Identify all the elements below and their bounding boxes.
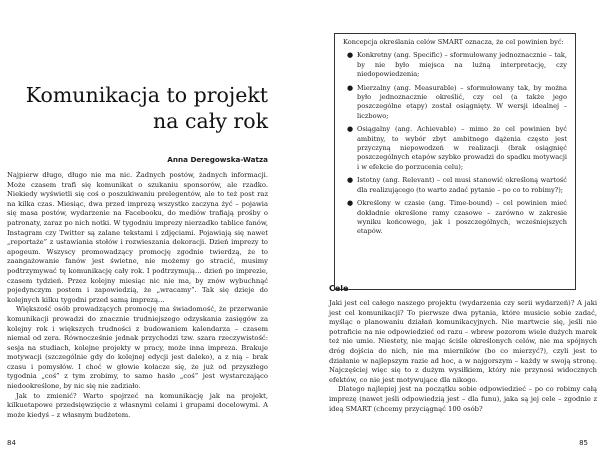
list-item: [343, 199, 567, 236]
list-item-text: Osiągalny (ang. Achievable) – mimo że cel powinien być ambitny, to wybór zbyt ambitnego dążenia często jest przyczyną niepowodzeń w realizacji (brak osiągnięć poszczególnych etapów szybko prowadzi do spadku motywacji i w efekcie do porzucenia celu);: [357, 125, 567, 171]
bullet-icon: ●: [347, 125, 354, 134]
list-item-text: Konkretny (ang. Specific) – sformułowany jednoznacznie – tak, by nie było miejsca na luźną interpretację, czy niedopowiedzenia;: [357, 51, 567, 78]
page-number: 85: [579, 439, 588, 447]
right-body-text: [329, 299, 597, 414]
author-name: Anna Deregowska-Watza: [167, 155, 268, 164]
body-paragraph: Jaki jest cel całego naszego projektu (wydarzenia czy serii wydarzeń)? A jaki jest cel komunikacji? To pierwsze dwa pytania, które musicie sobie zadać, myśląc o planowaniu działań komunikacyjnych. Nie martwcie się, jeśli nie potraficie na nie odpowiedzieć od razu – wbrew pozorom wiele dużych marek też nie umie. Niestety, nie mając ściśle określonych celów, nie ma spójnych dróg dojścia do nich, nie ma mierników (bo co mierzyć?), czyli jest to działanie w najlepszym razie ad hoc, a w najgorszym – każdy w swoją stronę. Najczęściej więc się to z dużym wysiłkiem, który nie przynosi widocznych efektów, co nie jest motywujące dla nikogo.: [329, 299, 597, 384]
bullet-icon: ●: [347, 83, 354, 92]
list-item-text: Istotny (ang. Relevant) – cel musi stanowić określoną wartość dla realizującego (to warto zadać pytanie – po co to robimy?);: [357, 176, 567, 194]
bullet-icon: ●: [347, 199, 354, 208]
section-heading: Cele: [329, 284, 349, 293]
body-paragraph: Dlatego najlepiej jest na początku sobie odpowiedzieć – po co robimy całą imprezę (nawet jeśli odpowiedzią jest – dla funu), jaka są jej cele – zgodnie z ideą SMART (chcemy przyciągnąć 100 osób?: [329, 385, 597, 413]
left-body-text: [7, 171, 268, 420]
body-paragraph: Jak to zmienić? Warto spojrzeć na komunikację jak na projekt, kilkuetapowe przedsięwzięcie z własnymi celami i grupami docelowymi. A może kiedyś – z własnym budżetem.: [7, 391, 268, 419]
list-item: [343, 84, 567, 121]
chapter-title-line-2: na cały rok: [153, 109, 268, 133]
smart-list: [343, 51, 567, 236]
page-number: 84: [7, 439, 16, 447]
smart-sidebar-box: [334, 33, 576, 290]
list-item-text: Mierzalny (ang. Measurable) – sformułowany tak, by można było jednoznacznie określić, czy cel (a także jego poszczególne etapy) został osiągnięty. W wersji idealnej – liczbowo;: [357, 83, 567, 120]
body-paragraph: Najpierw długo, długo nie ma nic. Żadnych postów, żadnych informacji. Może czasem trafi się komunikat o szukaniu sponsorów, ale rzadko. Niekiedy wyświetli się coś o poszukiwaniu prelegentów, ale to też post raz na kilka czas. Miesiąc, dwa przed imprezą wszystko zaczyna żyć – pojawia się masa postów, wydarzenie na Facebooku, do mediów trafiają prośby o patronaty, zaraz po nich notki. W tygodniu imprezy nierzadko tablice fanów, Instagram czy Twitter są zalane tekstami i zdjęciami. Pojawiają się nawet „reportaże” z ustawiania stołów i rozwieszania dekoracji. Dzień imprezy to apogeum. Wszyscy promowadzący promocję zgodnie twierdzą, że to zaangażowanie fanów jest świetne, nie możemy go stracić, musimy podtrzymywać tę komunikację cały rok. I podtrzymują… dzień po imprezie, czasem tydzień. Przez kolejny miesiąc nic nie ma, by znów wybuchnąć pojedynczym postem i zapowiedzią, że „wracamy”. Tak się dzieje do kolejnych kilku tygodni przed samą imprezą…: [7, 171, 268, 304]
body-paragraph: Większość osób prowadzących promocję ma świadomość, że przerwanie komunikacji prowadzi do znacznie trudniejszego odzyskania zasięgów za kolejny rok i większych trudności z budowaniem kalendarza – czasem niemal od zera. Równocześnie jednak przychodzi tzw. szara rzeczywistość: sesja na studiach, kolejne projekty w pracy, może inna impreza. Brakuje motywacji (szczególnie gdy do kolejnej edycji jest daleko), a z nią – brak czasu i pomysłów. I choć w głowie kołacze się, że już od przyszłego tygodnia „coś” z tym zrobimy, to samo hasło „coś” jest wystarczająco niedookreślone, by nic się nie zadziało.: [7, 305, 268, 391]
bullet-icon: ●: [347, 51, 354, 60]
box-intro: Koncepcja określania celów SMART oznacza, że cel powinien być:: [343, 38, 564, 46]
chapter-title-line-1: Komunikacja to projekt: [25, 83, 268, 107]
right-page: [300, 0, 600, 466]
list-item-text: Określony w czasie (ang. Time-bound) – cel powinien mieć dokładnie określone ramy czasowe – zarówno w zakresie wyniku końcowego, jak i poszczególnych, wcześniejszych etapów.: [357, 199, 567, 236]
chapter-title: [18, 82, 268, 134]
list-item: [343, 51, 567, 79]
list-item: [343, 176, 567, 195]
bullet-icon: ●: [347, 176, 354, 185]
list-item: [343, 125, 567, 171]
